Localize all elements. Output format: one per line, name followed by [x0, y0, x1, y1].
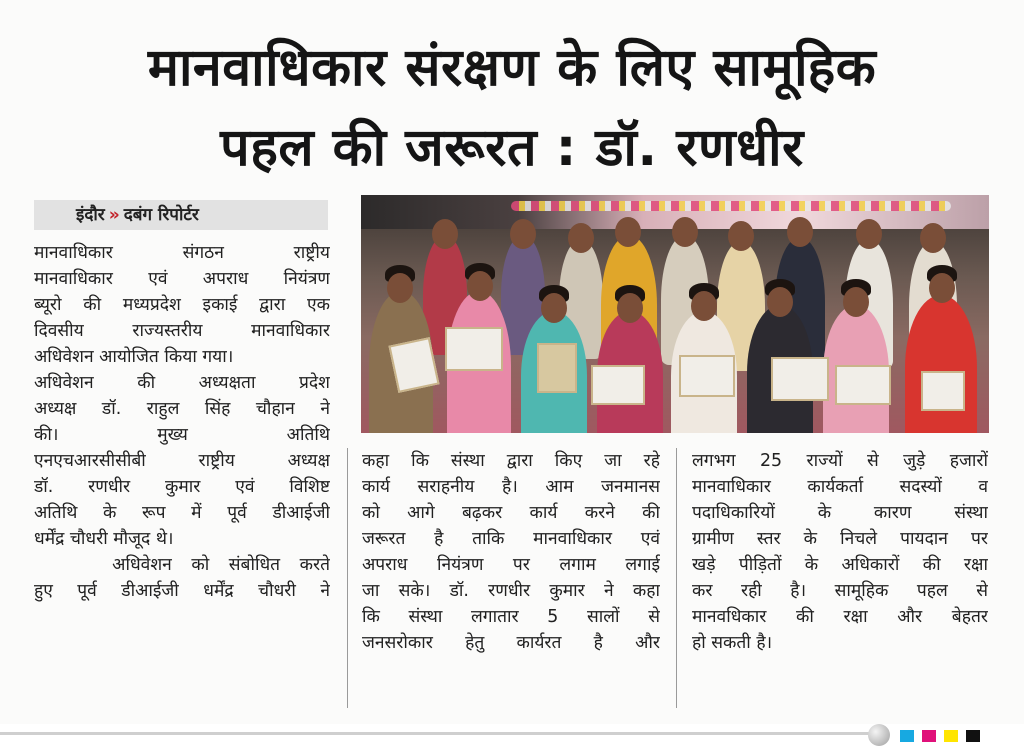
photo-certificate: [537, 343, 577, 393]
article-line: अधिवेशन को संबोधित करते: [34, 555, 330, 575]
article-line: अतिथि के रूप में पूर्व डीआईजी: [34, 503, 330, 523]
article-line: लगभग 25 राज्यों से जुड़े हजारों: [692, 451, 988, 471]
article-line: ग्रामीण स्तर के निचले पायदान पर: [692, 529, 988, 549]
article-line: अपराध नियंत्रण पर लगाम लगाई: [362, 555, 660, 575]
photo-face: [617, 293, 643, 323]
photo-face: [929, 273, 955, 303]
photo-face: [728, 221, 754, 251]
article-line: दिवसीय राज्यस्तरीय मानवाधिकार: [34, 321, 330, 341]
article-line: जनसरोकार हेतु कार्यरत है और: [362, 633, 660, 653]
article-line: खड़े पीड़ितों के अधिकारों की रक्षा: [692, 555, 988, 575]
magenta-swatch: [922, 730, 936, 742]
photo-certificate: [771, 357, 829, 401]
article-line: अध्यक्ष डॉ. राहुल सिंह चौहान ने: [34, 399, 330, 419]
photo-certificate: [591, 365, 645, 405]
photo-face: [767, 287, 793, 317]
photo-face: [856, 219, 882, 249]
column-divider-2: [676, 448, 677, 708]
cyan-swatch: [900, 730, 914, 742]
event-photo: [361, 195, 989, 433]
article-line: डॉ. रणधीर कुमार एवं विशिष्ट: [34, 477, 330, 497]
article-line: अधिवेशन आयोजित किया गया।: [34, 347, 234, 367]
article-column-2: [362, 448, 660, 656]
photo-garland: [511, 201, 951, 211]
photo-face: [843, 287, 869, 317]
article-line: धर्मेंद्र चौधरी मौजूद थे।: [34, 529, 174, 549]
article-line: की। मुख्य अतिथि: [34, 425, 330, 445]
photo-face: [432, 219, 458, 249]
photo-face: [787, 217, 813, 247]
byline-reporter: दबंग रिपोर्टर: [123, 205, 199, 225]
article-line: मानवाधिकार संगठन राष्ट्रीय: [34, 243, 330, 263]
article-line: कहा कि संस्था द्वारा किए जा रहे: [362, 451, 660, 471]
article-line: हो सकती है।: [692, 633, 773, 653]
headline-line-1: मानवाधिकार संरक्षण के लिए सामूहिक: [147, 38, 877, 98]
byline-separator-icon: »: [108, 205, 120, 225]
photo-certificate: [835, 365, 891, 405]
article-line: पदाधिकारियों के कारण संस्था: [692, 503, 988, 523]
article-column-1: [34, 240, 330, 604]
photo-face: [568, 223, 594, 253]
photo-certificate: [921, 371, 965, 411]
article-line: जरूरत है ताकि मानवाधिकार एवं: [362, 529, 660, 549]
black-swatch: [966, 730, 980, 742]
article-column-3: [692, 448, 988, 656]
photo-face: [920, 223, 946, 253]
column-divider-1: [347, 448, 348, 708]
photo-face: [672, 217, 698, 247]
headline-line-2: पहल की जरूरत : डॉ. रणधीर: [220, 118, 804, 178]
article-line: ब्यूरो की मध्यप्रदेश इकाई द्वारा एक: [34, 295, 330, 315]
article-line: कि संस्था लगातार 5 सालों से: [362, 607, 660, 627]
article-line: अधिवेशन की अध्यक्षता प्रदेश: [34, 373, 330, 393]
article-line: जा सके। डॉ. रणधीर कुमार ने कहा: [362, 581, 660, 601]
photo-face: [541, 293, 567, 323]
registration-mark-icon: [868, 724, 890, 746]
article-line: कर रही है। सामूहिक पहल से: [692, 581, 988, 601]
byline: [34, 200, 328, 230]
photo-face: [387, 273, 413, 303]
photo-face: [615, 217, 641, 247]
photo-certificate: [679, 355, 735, 397]
photo-face: [691, 291, 717, 321]
article-line: को आगे बढ़कर कार्य करने की: [362, 503, 660, 523]
yellow-swatch: [944, 730, 958, 742]
article-line: एनएचआरसीसीबी राष्ट्रीय अध्यक्ष: [34, 451, 330, 471]
article-line: हुए पूर्व डीआईजी धर्मेंद्र चौधरी ने: [34, 581, 330, 601]
photo-person: [905, 295, 977, 433]
article-line: कार्य सराहनीय है। आम जनमानस: [362, 477, 660, 497]
article-line: मानवाधिकार एवं अपराध नियंत्रण: [34, 269, 330, 289]
byline-city: इंदौर: [76, 205, 105, 225]
photo-certificate: [445, 327, 503, 371]
article-line: मानवाधिकार कार्यकर्ता सदस्यों व: [692, 477, 988, 497]
photo-face: [510, 219, 536, 249]
print-registration-bar: [0, 724, 1024, 749]
article-line: मानवधिकार की रक्षा और बेहतर: [692, 607, 988, 627]
print-rule: [0, 732, 870, 735]
photo-face: [467, 271, 493, 301]
